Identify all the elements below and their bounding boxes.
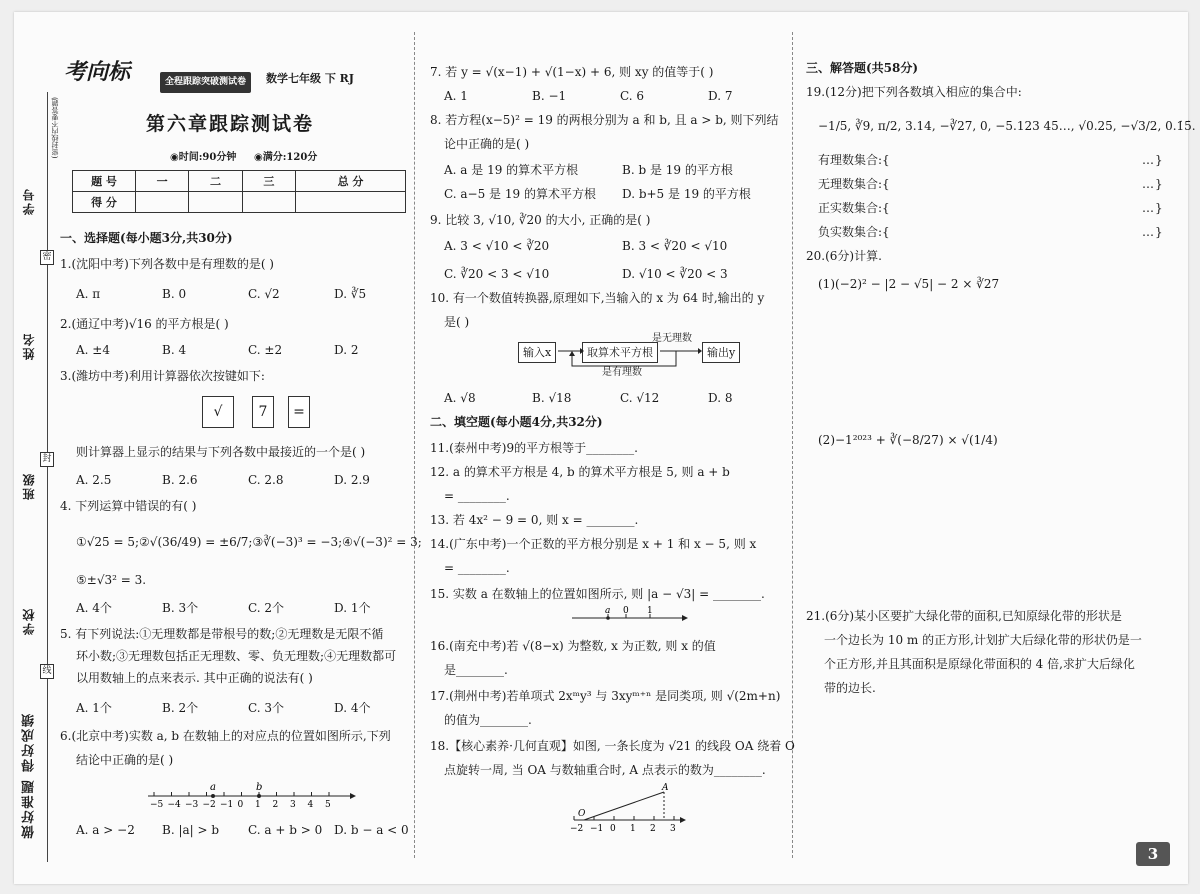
- q6-option-d[interactable]: D. b − a < 0: [334, 823, 409, 837]
- calc-sqrt-key: √: [202, 396, 234, 428]
- q5-option-a[interactable]: A. 1个: [76, 701, 112, 715]
- slogan: 做好准题 得好成绩: [22, 712, 37, 839]
- q6-options: [76, 822, 414, 839]
- score-input-2[interactable]: [189, 192, 242, 213]
- q6-axis-tick-label: 4: [307, 800, 314, 810]
- q4-stem: 4. 下列运算中错误的有( ): [60, 499, 197, 513]
- label-class: 班级: [22, 472, 36, 500]
- calc-equals-key: =: [288, 396, 310, 428]
- score-cell: 三: [242, 171, 295, 192]
- q10-option-a[interactable]: A. √8: [444, 391, 476, 405]
- page-title: 第六章跟踪测试卷: [146, 113, 315, 135]
- q3-option-a[interactable]: A. 2.5: [76, 473, 112, 487]
- time-limit: ◉时间:90分钟: [170, 152, 237, 163]
- set-negative-end: …}: [1142, 225, 1164, 239]
- q7-option-b[interactable]: B. −1: [532, 89, 567, 103]
- seal-mark-3: 线: [40, 664, 54, 679]
- score-table: [72, 170, 406, 213]
- q9-option-a[interactable]: A. 3 < √10 < ∛20: [444, 239, 550, 253]
- score-input-1[interactable]: [136, 192, 189, 213]
- q5-line3: 以用数轴上的点来表示. 其中正确的说法有( ): [76, 671, 313, 685]
- q6-option-a[interactable]: A. a > −2: [76, 823, 135, 837]
- q15-label-0: 0: [623, 606, 629, 616]
- q4-option-a[interactable]: A. 4个: [76, 601, 112, 615]
- flow-input-box: 输入x: [518, 342, 556, 363]
- q1-option-d[interactable]: D. ∛5: [334, 287, 367, 301]
- q18-axis-tick-label: −2: [570, 824, 584, 834]
- q6-axis-tick-label: 3: [290, 800, 296, 810]
- q19-stem: 19.(12分)把下列各数填入相应的集合中:: [806, 85, 1022, 99]
- q9-option-c[interactable]: C. ∛20 < 3 < √10: [444, 267, 550, 281]
- q10-options: [444, 390, 768, 407]
- set-rational-label: 有理数集合:{: [818, 153, 890, 167]
- q5-option-b[interactable]: B. 2个: [162, 701, 199, 715]
- q16-line1: 16.(南充中考)若 √(8−x) 为整数, x 为正数, 则 x 的值: [430, 639, 716, 653]
- score-cell: 题 号: [73, 171, 136, 192]
- q5-options: [76, 700, 394, 717]
- set-positive-end: …}: [1142, 201, 1164, 215]
- q18-axis-tick-label: 2: [650, 824, 656, 834]
- q7-option-c[interactable]: C. 6: [620, 89, 645, 103]
- set-negative-label: 负实数集合:{: [818, 225, 890, 239]
- flow-sqrt-box: 取算术平方根: [582, 342, 658, 363]
- page-number: 3: [1136, 842, 1170, 866]
- q4-option-d[interactable]: D. 1个: [334, 601, 371, 615]
- q18-line2: 点旋转一周, 当 OA 与数轴重合时, A 点表示的数为________.: [444, 763, 766, 777]
- subject-label: 数学七年级 下 RJ: [266, 72, 355, 85]
- section3-heading: 三、解答题(共58分): [806, 61, 919, 75]
- label-name: 姓名: [22, 332, 36, 360]
- q4-line1: ①√25 = 5;②√(36/49) = ±6/7;③∛(−3)³ = −3;④√(−3)² = 3;: [76, 535, 422, 549]
- q16-line2: 是________.: [444, 663, 508, 677]
- q14-line1: 14.(广东中考)一个正数的平方根分别是 x + 1 和 x − 5, 则 x: [430, 537, 757, 551]
- q8-option-b[interactable]: B. b 是 19 的平方根: [622, 163, 733, 177]
- q6-point-b: [257, 794, 261, 798]
- q6-option-c[interactable]: C. a + b > 0: [248, 823, 323, 837]
- q17-line1: 17.(荆州中考)若单项式 2xᵐy³ 与 3xyᵐ⁺ⁿ 是同类项, 则 √(2m+n): [430, 689, 781, 703]
- q2-option-b[interactable]: B. 4: [162, 343, 187, 357]
- q3-option-c[interactable]: C. 2.8: [248, 473, 284, 487]
- q19-numbers: −1/5, ∛9, π/2, 3.14, −∛27, 0, −5.123 45…, √0.25, −√3/2, 0.1̇5̇.: [818, 119, 1196, 133]
- score-cell: 总 分: [296, 171, 406, 192]
- q11-stem: 11.(泰州中考)9的平方根等于________.: [430, 441, 638, 455]
- q15-number-line: [570, 604, 690, 628]
- q21-line2: 一个边长为 10 m 的正方形,计划扩大后绿化带的形状仍是一: [824, 633, 1142, 647]
- q1-option-b[interactable]: B. 0: [162, 287, 187, 301]
- flow-output-box: 输出y: [702, 342, 740, 363]
- flow-label-irrational: 是无理数: [652, 333, 692, 344]
- q8-line1: 8. 若方程(x−5)² = 19 的两根分别为 a 和 b, 且 a > b, 则下列结: [430, 113, 779, 127]
- q6-axis-tick-label: 2: [272, 800, 279, 810]
- score-input-total[interactable]: [296, 192, 406, 213]
- q7-option-a[interactable]: A. 1: [444, 89, 468, 103]
- q3-stem: 3.(潍坊中考)利用计算器依次按键如下:: [60, 369, 265, 383]
- q4-option-c[interactable]: C. 2个: [248, 601, 285, 615]
- seal-line: [47, 92, 48, 862]
- score-table-header: [73, 171, 406, 192]
- q2-options: [76, 342, 394, 359]
- q12-line1: 12. a 的算术平方根是 4, b 的算术平方根是 5, 则 a + b: [430, 465, 730, 479]
- q18-axis-tick-label: 3: [670, 824, 676, 834]
- q3-stem2: 则计算器上显示的结果与下列各数中最接近的一个是( ): [76, 445, 366, 459]
- binding-strip: [14, 12, 66, 884]
- q2-stem: 2.(通辽中考)√16 的平方根是( ): [60, 317, 229, 331]
- q18-axis-tick-label: 1: [630, 824, 636, 834]
- brand-logo: 考向标: [64, 59, 131, 85]
- q6-axis-tick-label: −2: [202, 800, 216, 810]
- q1-option-a[interactable]: A. π: [76, 287, 101, 301]
- q5-option-c[interactable]: C. 3个: [248, 701, 285, 715]
- q6-axis-tick-label: 1: [255, 800, 261, 810]
- full-score: ◉满分:120分: [254, 152, 318, 163]
- seal-mark-1: 密: [40, 250, 54, 265]
- q10-option-b[interactable]: B. √18: [532, 391, 572, 405]
- q6-axis-tick-label: 0: [237, 800, 244, 810]
- q17-line2: 的值为________.: [444, 713, 532, 727]
- q5-line1: 5. 有下列说法:①无理数都是带根号的数;②无理数是无限不循: [60, 627, 384, 641]
- seal-mark-2: 封: [40, 452, 54, 467]
- q6-axis-tick-label: −1: [220, 800, 234, 810]
- q6-axis-tick-label: −5: [150, 800, 164, 810]
- label-student-id: 学号: [22, 187, 36, 215]
- q18-figure: [570, 782, 690, 838]
- seal-note: (密封线内不要答题): [51, 97, 59, 159]
- q9-option-b[interactable]: B. 3 < ∛20 < √10: [622, 239, 728, 253]
- set-rational-end: …}: [1142, 153, 1164, 167]
- q7-options: [444, 88, 768, 105]
- q13-stem: 13. 若 4x² − 9 = 0, 则 x = ________.: [430, 513, 639, 527]
- column-divider-2: [792, 32, 793, 858]
- section2-heading: 二、填空题(每小题4分,共32分): [430, 415, 603, 429]
- q18-axis-tick-label: −1: [590, 824, 604, 834]
- q8-option-a[interactable]: A. a 是 19 的算术平方根: [444, 163, 579, 177]
- q21-line4: 带的边长.: [824, 681, 876, 695]
- q6-line1: 6.(北京中考)实数 a, b 在数轴上的对应点的位置如图所示,下列: [60, 729, 391, 743]
- q2-option-c[interactable]: C. ±2: [248, 343, 283, 357]
- q15-label-1: 1: [647, 606, 653, 616]
- q20-stem: 20.(6分)计算.: [806, 249, 882, 263]
- q1-options: [76, 286, 394, 303]
- q6-option-b[interactable]: B. |a| > b: [162, 823, 220, 837]
- q15-label-a: a: [605, 606, 611, 616]
- score-input-3[interactable]: [242, 192, 295, 213]
- q9-option-d[interactable]: D. √10 < ∛20 < 3: [622, 267, 728, 281]
- q3-options: [76, 472, 394, 489]
- q2-option-a[interactable]: A. ±4: [76, 343, 110, 357]
- q20-part2: (2)−1²⁰²³ + ∛(−8/27) × √(1/4): [818, 433, 998, 447]
- q15-stem: 15. 实数 a 在数轴上的位置如图所示, 则 |a − √3| = ________.: [430, 587, 765, 601]
- q8-line2: 论中正确的是( ): [444, 137, 530, 151]
- q10-option-d[interactable]: D. 8: [708, 391, 733, 405]
- q4-option-b[interactable]: B. 3个: [162, 601, 199, 615]
- set-irrational-end: …}: [1142, 177, 1164, 191]
- q7-stem: 7. 若 y = √(x−1) + √(1−x) + 6, 则 xy 的值等于( ): [430, 65, 714, 79]
- q18-label-o: O: [578, 809, 586, 819]
- q10-line2: 是( ): [444, 315, 470, 329]
- q18-label-a: A: [662, 783, 669, 793]
- q6-number-line: [146, 780, 356, 814]
- q8-option-c[interactable]: C. a−5 是 19 的算术平方根: [444, 187, 596, 201]
- q6-axis-tick-label: −3: [185, 800, 199, 810]
- q5-line2: 环小数;③无理数包括正无理数、零、负无理数;④无理数都可: [76, 649, 397, 663]
- score-table-row: [73, 192, 406, 213]
- q18-axis-tick-label: 0: [610, 824, 616, 834]
- q21-line1: 21.(6分)某小区要扩大绿化带的面积,已知原绿化带的形状是: [806, 609, 1122, 623]
- q5-option-d[interactable]: D. 4个: [334, 701, 371, 715]
- q9-stem: 9. 比较 3, √10, ∛20 的大小, 正确的是( ): [430, 213, 651, 227]
- q4-line2: ⑤±√3² = 3.: [76, 573, 147, 587]
- q12-line2: = ________.: [444, 489, 510, 503]
- q3-option-b[interactable]: B. 2.6: [162, 473, 198, 487]
- q21-line3: 个正方形,并且其面积是原绿化带面积的 4 倍,求扩大后绿化: [824, 657, 1135, 671]
- column-divider-1: [414, 32, 415, 858]
- q7-option-d[interactable]: D. 7: [708, 89, 733, 103]
- score-cell: 一: [136, 171, 189, 192]
- set-irrational-label: 无理数集合:{: [818, 177, 890, 191]
- q10-line1: 10. 有一个数值转换器,原理如下,当输入的 x 为 64 时,输出的 y: [430, 291, 765, 305]
- q3-option-d[interactable]: D. 2.9: [334, 473, 370, 487]
- score-cell: 得 分: [73, 192, 136, 213]
- q8-option-d[interactable]: D. b+5 是 19 的平方根: [622, 187, 751, 201]
- section1-heading: 一、选择题(每小题3分,共30分): [60, 231, 233, 245]
- series-banner: 全程跟踪突破测试卷: [160, 72, 251, 93]
- q18-line1: 18.【核心素养·几何直观】如图, 一条长度为 √21 的线段 OA 绕着 O: [430, 739, 795, 753]
- set-positive-label: 正实数集合:{: [818, 201, 890, 215]
- q6-point-a: [211, 794, 215, 798]
- q6-label-a: a: [210, 782, 216, 793]
- q4-options: [76, 600, 394, 617]
- q6-axis-tick-label: 5: [325, 800, 331, 810]
- q6-axis-tick-label: −4: [167, 800, 181, 810]
- score-cell: 二: [189, 171, 242, 192]
- exam-paper: [14, 12, 1196, 884]
- flow-label-rational: 是有理数: [602, 367, 642, 378]
- q6-label-b: b: [256, 782, 263, 793]
- q1-stem: 1.(沈阳中考)下列各数中是有理数的是( ): [60, 257, 274, 271]
- q2-option-d[interactable]: D. 2: [334, 343, 359, 357]
- calc-7-key: 7: [252, 396, 274, 428]
- q14-line2: = ________.: [444, 561, 510, 575]
- label-school: 学校: [22, 607, 36, 635]
- q6-line2: 结论中正确的是( ): [76, 753, 174, 767]
- q1-option-c[interactable]: C. √2: [248, 287, 280, 301]
- q10-option-c[interactable]: C. √12: [620, 391, 660, 405]
- q20-part1: (1)(−2)² − |2 − √5| − 2 × ∛27: [818, 277, 1000, 291]
